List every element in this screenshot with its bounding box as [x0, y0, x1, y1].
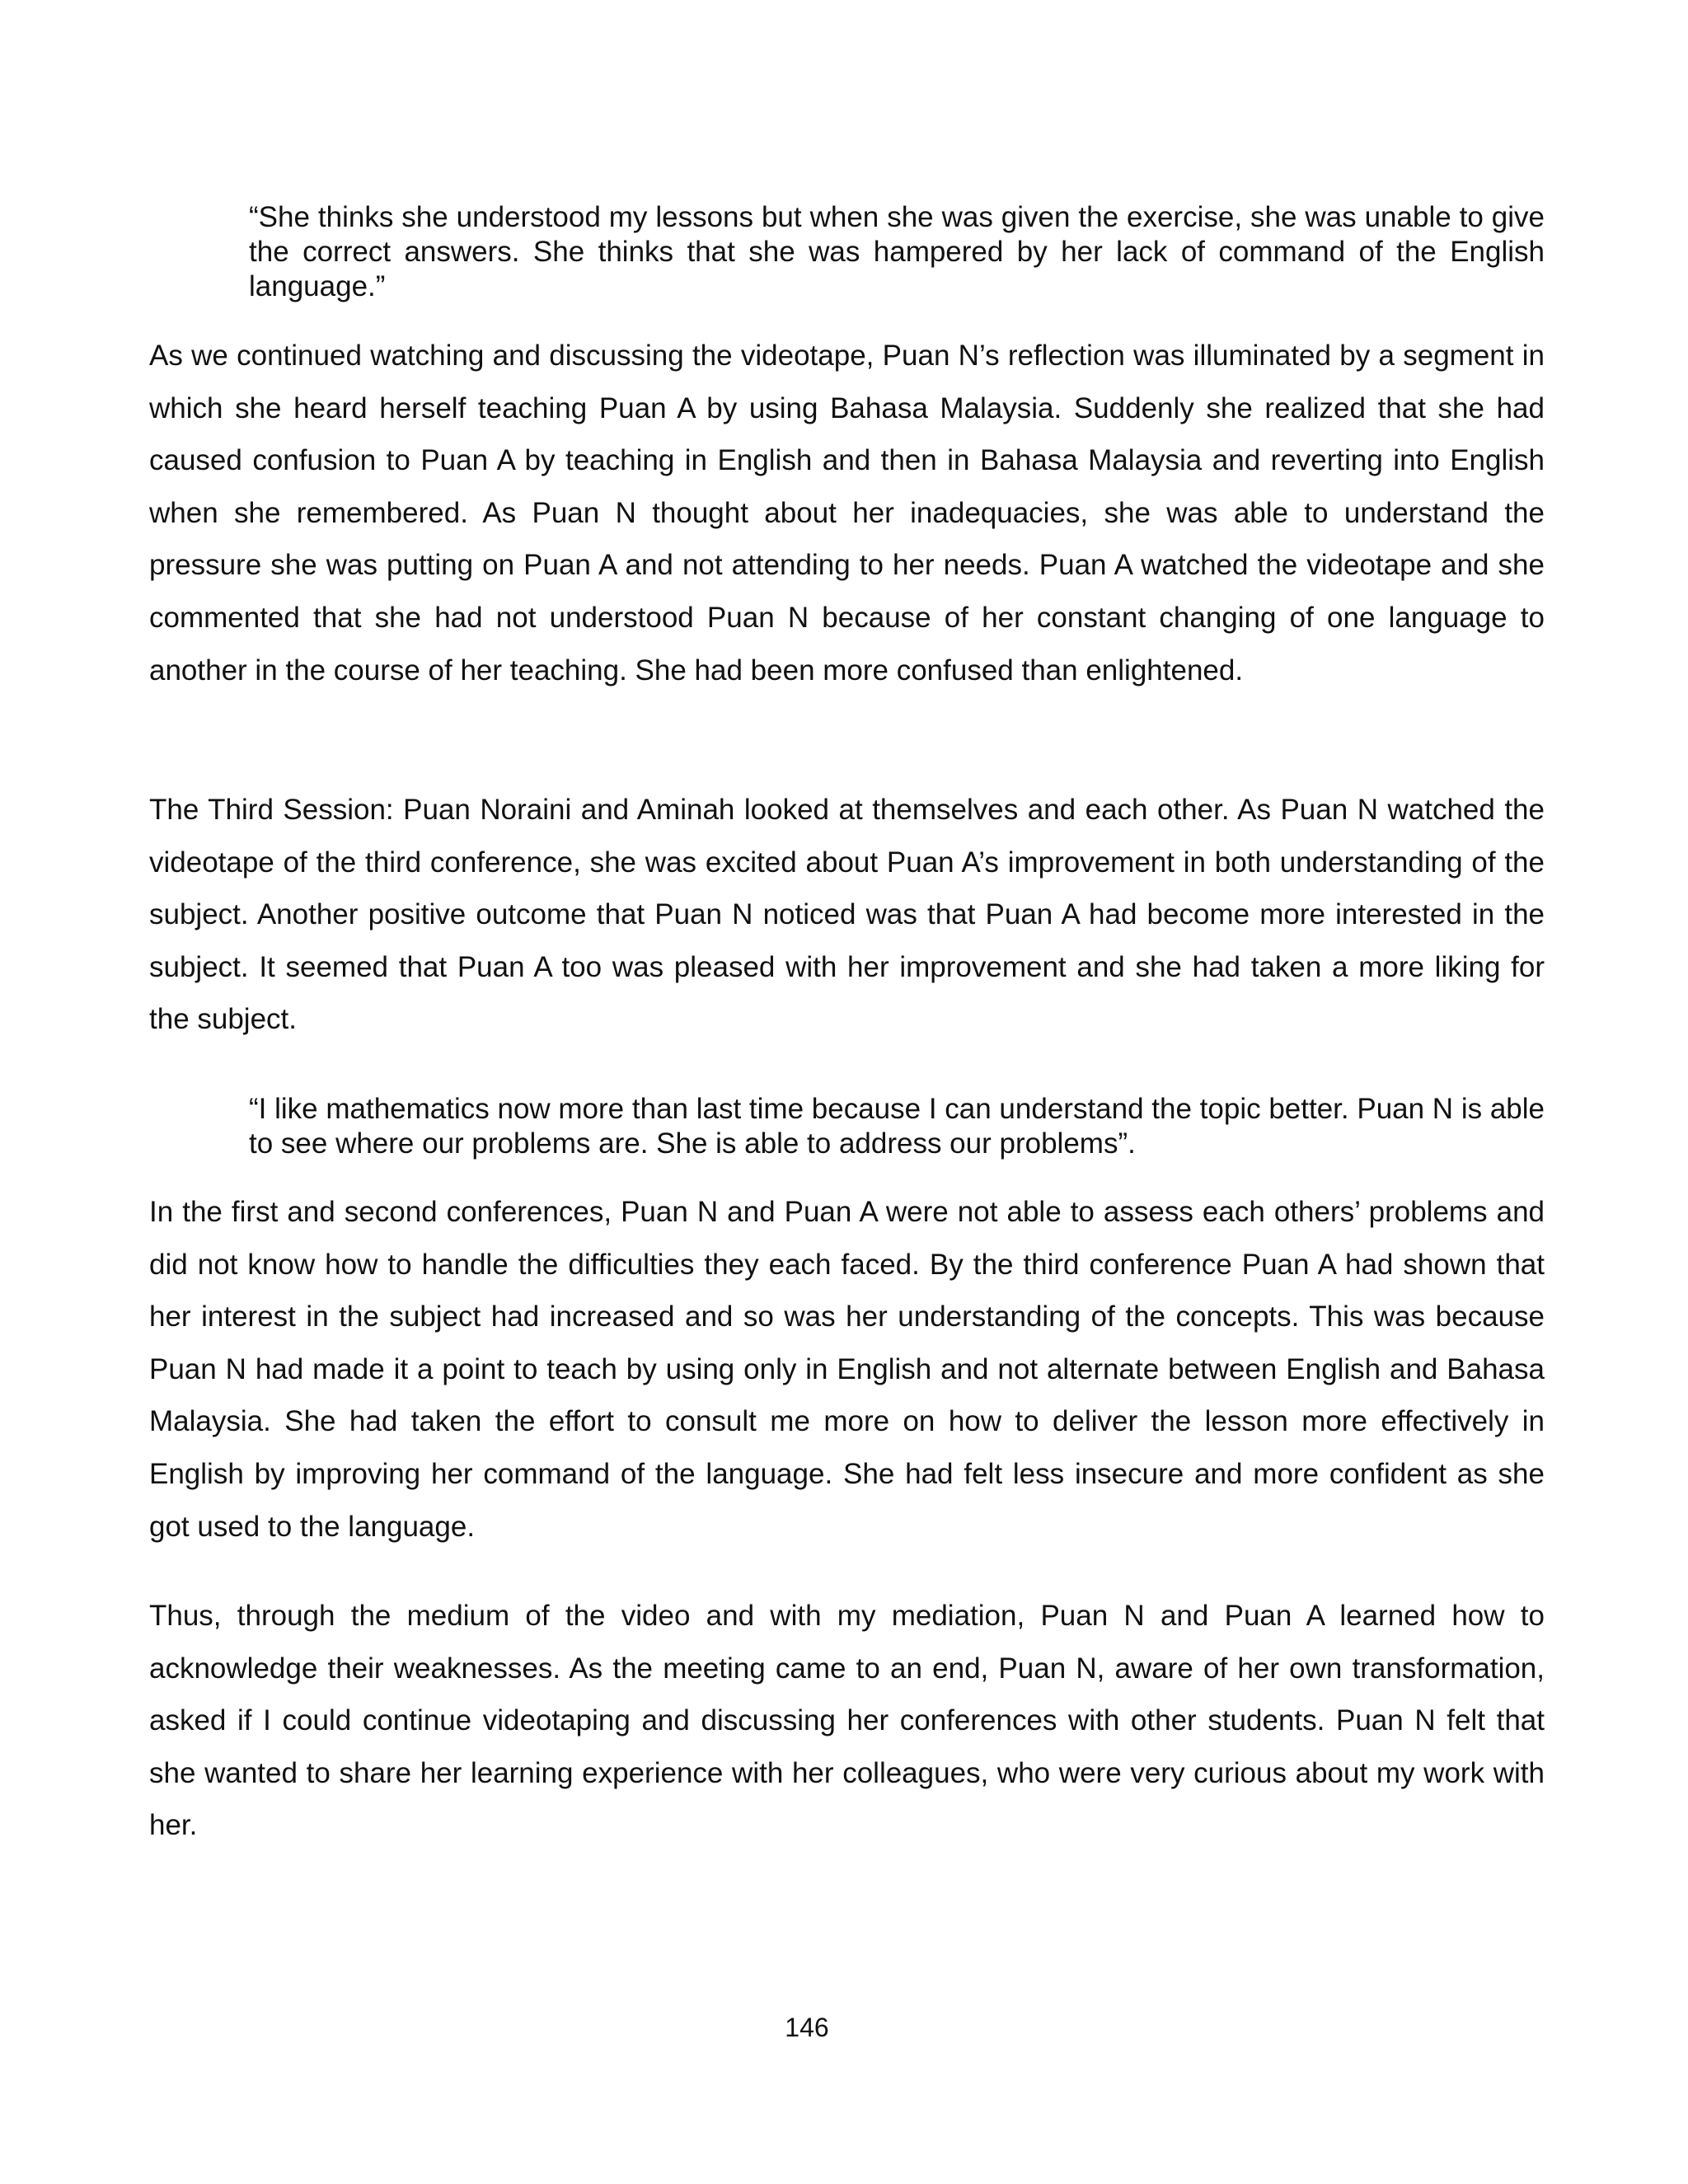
paragraph-video-reflection: As we continued watching and discussing the videotape, Puan N’s reflection was illuminated by a segment in which she heard herself teaching Puan A by using Bahasa Malaysia. Suddenly she realized that she had caused confusion to Puan A by teaching in English and then in Bahasa Malaysia and reverting into English when she remembered. As Puan N thought about her inadequacies, she was able to understand the pressure she was putting on Puan A and not attending to her needs. Puan A watched the videotape and she commented that she had not understood Puan N because of her constant changing of one language to another in the course of her teaching. She had been more confused than enlightened.	[149, 340, 1545, 687]
block-quote-mathematics: “I like mathematics now more than last time because I can understand the topic better. Puan N is able to see where our problems are. She is able to address our problems”.	[249, 1093, 1545, 1160]
paragraph-conference-comparison: In the first and second conferences, Puan N and Puan A were not able to assess each others’ problems and did not know how to handle the difficulties they each faced. By the third conference Puan A had shown that her interest in the subject had increased and so was her understanding of the concepts. This was because Puan N had made it a point to teach by using only in English and not alternate between English and Bahasa Malaysia. She had taken the effort to consult me more on how to deliver the lesson more effectively in English by improving her command of the language. She had felt less insecure and more confident as she got used to the language.	[149, 1196, 1545, 1543]
paragraph-conclusion: Thus, through the medium of the video and with my mediation, Puan N and Puan A learned how to acknowledge their weaknesses. As the meeting came to an end, Puan N, aware of her own transformation, asked if I could continue videotaping and discussing her conferences with other students. Puan N felt that she wanted to share her learning experience with her colleagues, who were very curious about my work with her.	[149, 1600, 1545, 1842]
paragraph-third-session: The Third Session: Puan Noraini and Aminah looked at themselves and each other. As Puan N watched the videotape of the third conference, she was excited about Puan A’s improvement in both understanding of the subject. Another positive outcome that Puan N noticed was that Puan A had become more interested in the subject. It seemed that Puan A too was pleased with her improvement and she had taken a more liking for the subject.	[149, 794, 1545, 1036]
block-quote-student-feedback: “She thinks she understood my lessons but when she was given the exercise, she was unable to give the correct answers. She thinks that she was hampered by her lack of command of the English language.”	[249, 201, 1545, 302]
page-number: 146	[785, 2013, 829, 2042]
